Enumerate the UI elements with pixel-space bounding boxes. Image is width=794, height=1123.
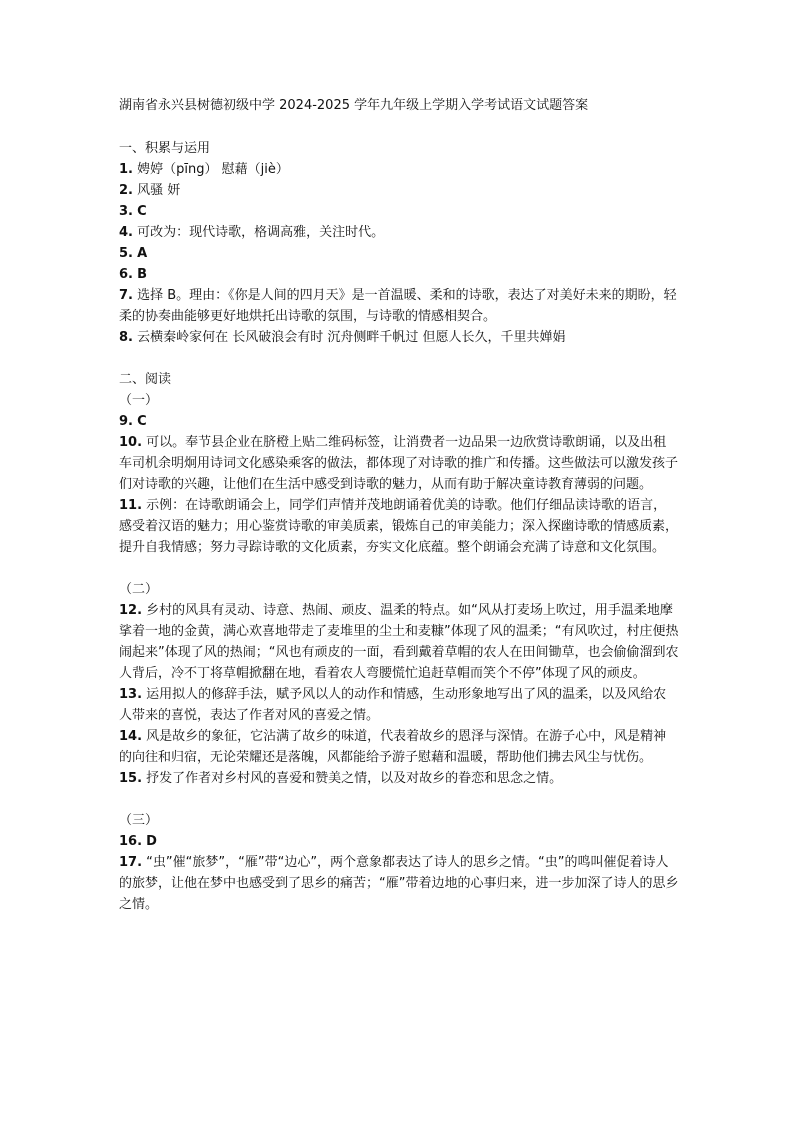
section-heading-accumulation: 一、积累与运用: [119, 141, 211, 156]
answer-text: 运用拟人的修辞手法，赋予风以人的动作和情感，生动形象地写出了风的温柔，以及风给农人带来的喜悦，表达了作者对风的喜爱之情。: [119, 687, 667, 723]
answer-item-2: [119, 180, 679, 201]
answer-number: 9.: [119, 414, 133, 429]
answer-number: 14.: [119, 729, 143, 744]
answer-item-17: [119, 852, 679, 915]
answer-number: 3.: [119, 204, 133, 219]
answer-text: 选择 B。理由：《你是人间的四月天》是一首温暖、柔和的诗歌，表达了对美好未来的期盼，轻柔的协奏曲能够更好地烘托出诗歌的氛围，与诗歌的情感相契合。: [119, 288, 677, 324]
answer-text: A: [137, 246, 148, 261]
answer-item-7: [119, 285, 679, 327]
answer-item-16: [119, 831, 679, 852]
answer-number: 2.: [119, 183, 133, 198]
answer-item-6: [119, 264, 679, 285]
answer-item-13: [119, 684, 679, 726]
answer-text: 乡村的风具有灵动、诗意、热闹、顽皮、温柔的特点。如“风从打麦场上吹过，用手温柔地摩挲着一地的金黄，满心欢喜地带走了麦堆里的尘土和麦糠”体现了风的温柔；“有风吹过，村庄便热闹起来”体现了风的热闹；“风也有顽皮的一面，看到戴着草帽的农人在田间锄草，也会偷偷溜到农人背后，冷不丁将草帽掀翻在地，看着农人弯腰慌忙追赶草帽而笑个不停”体现了风的顽皮。: [119, 603, 679, 681]
answer-item-15: [119, 768, 679, 789]
answer-number: 12.: [119, 603, 143, 618]
answer-text: 示例：在诗歌朗诵会上，同学们声情并茂地朗诵着优美的诗歌。他们仔细品读诗歌的语言，感受着汉语的魅力；用心鉴赏诗歌的审美质素，锻炼自己的审美能力；深入探幽诗歌的情感质素，提升自我情感；努力寻踪诗歌的文化质素，夯实文化底蕴。整个朗诵会充满了诗意和文化氛围。: [119, 498, 679, 555]
answer-number: 15.: [119, 771, 143, 786]
answer-number: 11.: [119, 498, 143, 513]
answer-text: 娉婷（pīng） 慰藉（jiè）: [137, 162, 289, 177]
document-body: [119, 138, 679, 915]
spacer: [119, 789, 679, 810]
answer-text: C: [137, 414, 147, 429]
spacer: [119, 348, 679, 369]
answer-number: 4.: [119, 225, 133, 240]
answer-number: 16.: [119, 834, 143, 849]
section-heading-reading: 二、阅读: [119, 372, 172, 387]
answer-number: 10.: [119, 435, 143, 450]
answer-item-12: [119, 600, 679, 684]
answer-text: “虫”催“旅梦”，“雁”带“边心”，两个意象都表达了诗人的思乡之情。“虫”的鸣叫催促着诗人的旅梦，让他在梦中也感受到了思乡的痛苦；“雁”带着边地的心事归来，进一步加深了诗人的思乡之情。: [119, 855, 679, 912]
answer-item-9: [119, 411, 679, 432]
answer-item-10: [119, 432, 679, 495]
answer-item-4: [119, 222, 679, 243]
part-label-3: （三）: [119, 813, 159, 828]
answer-number: 8.: [119, 330, 133, 345]
answer-item-11: [119, 495, 679, 558]
answer-text: 风是故乡的象征，它沾满了故乡的味道，代表着故乡的恩泽与深情。在游子心中，风是精神的向往和归宿，无论荣耀还是落魄，风都能给予游子慰藉和温暖，帮助他们拂去风尘与忧伤。: [119, 729, 667, 765]
answer-text: 可改为：现代诗歌，格调高雅，关注时代。: [137, 225, 385, 240]
answer-text: 风骚 妍: [137, 183, 181, 198]
spacer: [119, 558, 679, 579]
answer-item-14: [119, 726, 679, 768]
answer-text: 抒发了作者对乡村风的喜爱和赞美之情，以及对故乡的眷恋和思念之情。: [146, 771, 563, 786]
answer-item-8: [119, 327, 679, 348]
answer-item-3: [119, 201, 679, 222]
answer-text: 可以。奉节县企业在脐橙上贴二维码标签，让消费者一边品果一边欣赏诗歌朗诵，以及出租车司机余明炯用诗词文化感染乘客的做法，都体现了对诗歌的推广和传播。这些做法可以激发孩子们对诗歌的兴趣，让他们在生活中感受到诗歌的魅力，从而有助于解决童诗教育薄弱的问题。: [119, 435, 679, 492]
part-label-2: （二）: [119, 582, 159, 597]
document-title: 湖南省永兴县树德初级中学 2024-2025 学年九年级上学期入学考试语文试题答案: [119, 98, 589, 113]
answer-number: 1.: [119, 162, 133, 177]
answer-item-1: [119, 159, 679, 180]
answer-number: 6.: [119, 267, 133, 282]
part-label-1: （一）: [119, 393, 159, 408]
answer-number: 13.: [119, 687, 143, 702]
answer-text: 云横秦岭家何在 长风破浪会有时 沉舟侧畔千帆过 但愿人长久，千里共婵娟: [137, 330, 566, 345]
answer-number: 7.: [119, 288, 133, 303]
answer-number: 17.: [119, 855, 143, 870]
answer-text: B: [137, 267, 148, 282]
answer-text: D: [146, 834, 157, 849]
answer-text: C: [137, 204, 147, 219]
answer-number: 5.: [119, 246, 133, 261]
answer-item-5: [119, 243, 679, 264]
